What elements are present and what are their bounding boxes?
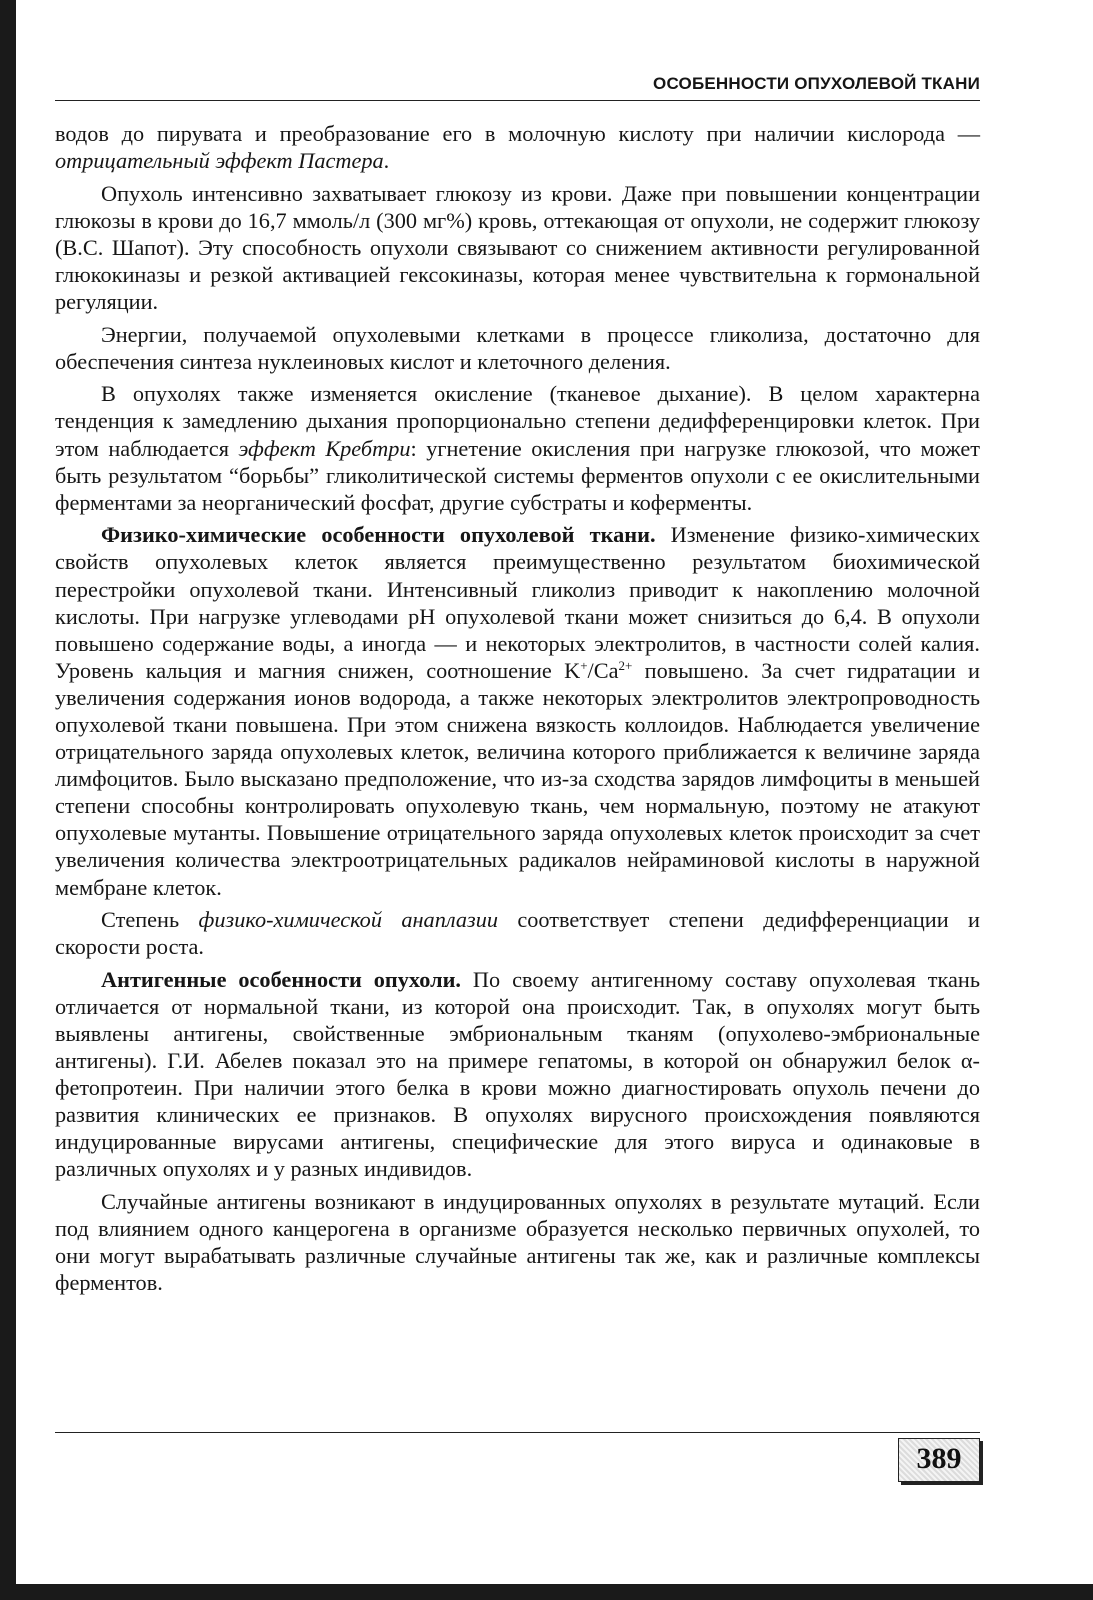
running-header-title: ОСОБЕННОСТИ ОПУХОЛЕВОЙ ТКАНИ: [653, 74, 980, 93]
section-heading-physicochemical: Физико-химические особенности опухолевой ткани.: [101, 522, 656, 548]
body-text: [55, 120, 980, 1302]
superscript: 2+: [618, 657, 633, 673]
footer-rule: [55, 1432, 980, 1433]
paragraph-glycolysis-energy: Энергии, получаемой опухолевыми клетками в процессе гликолиза, достаточно для обеспечения синтеза нуклеиновых кислот и клеточного деления.: [55, 321, 980, 374]
paragraph-glucose-uptake: Опухоль интенсивно захватывает глюкозу из крови. Даже при повышении концентрации глюкозы в крови до 16,7 ммоль/л (300 мг%) кровь, оттекающая от опухоли, не содержит глюкозу (В.С. Шапот). Эту способность опухоли связывают со снижением активности регулированной глюкокиназы и резкой активацией гексокиназы, которая менее чувствительна к гормональной регуляции.: [55, 180, 980, 315]
italic-term: физико-химической анаплазии: [198, 907, 498, 933]
text-run: По своему антигенному составу опухолевая ткань отличается от нормальной ткани, из которой она происходит. Так, в опухолях могут быть выявлены антигены, свойственные эмбриональным тканям (опухолево-эмбриональные антигены). Г.И. Абелев показал это на примере гепатомы, в которой он обнаружил белок α-фетопротеин. При наличии этого белка в крови можно диагностировать опухоль печени до развития клинических ее признаков. В опухолях вирусного происхождения появляются индуцированные вирусами антигены, специфические для этого вируса и одинаковые в различных опухолях и у разных индивидов.: [55, 966, 980, 1182]
text-run: .: [383, 148, 390, 174]
paragraph-anaplasia: [55, 906, 980, 960]
text-run: водов до пирувата и преобразование его в молочную кислоту при наличии кислорода —: [55, 121, 980, 146]
page-number-box: [898, 1438, 980, 1482]
page-number: 389: [916, 1442, 962, 1475]
running-header: [55, 68, 980, 101]
italic-term: отрицательный эффект Пастера: [55, 148, 384, 174]
text-run: Изменение физико-химических свойств опухолевых клеток является преимущественно результатом биохимической перестройки опухолевой ткани. Интенсивный гликолиз приводит к накоплению молочной кислоты. При нагрузке углеводами pH опухолевой ткани может снизиться до 6,4. В опухоли повышено содержание воды, а иногда — и некоторых электролитов, в частности солей калия. Уровень кальция и магния снижен, соотношение K: [55, 522, 980, 683]
paragraph-random-antigens: Случайные антигены возникают в индуцированных опухолях в результате мутаций. Если под влиянием одного канцерогена в организме образуется несколько первичных опухолей, то они могут вырабатывать различные случайные антигены так же, как и различные комплексы ферментов.: [55, 1189, 980, 1296]
paragraph-antigenic-features: [55, 966, 980, 1183]
text-run: соответствует степени дедифференциации и скорости роста.: [55, 907, 980, 960]
text-run: Степень: [101, 907, 199, 933]
scan-edge-left: [0, 0, 16, 1600]
paragraph-pasteur-continuation: [55, 120, 980, 174]
superscript: +: [580, 657, 588, 673]
paragraph-physicochemical-features: [55, 521, 980, 900]
text-run: повышено. За счет гидратации и увеличения содержания ионов водорода, а также некоторых электролитов электропроводность опухолевой ткани повышена. При этом снижена вязкость коллоидов. Наблюдается увеличение отрицательного заряда опухолевых клеток, величина которого приближается к величине заряда лимфоцитов. Было высказано предположение, что из-за сходства зарядов лимфоциты в меньшей степени способны контролировать опухолевую ткань, чем нормальную, поэтому не атакуют опухолевые мутанты. Повышение отрицательного заряда опухолевых клеток происходит за счет увеличения количества электроотрицательных радикалов нейраминовой кислоты в наружной мембране клеток.: [55, 657, 980, 900]
text-run: : угнетение окисления при нагрузке глюкозой, что может быть результатом “борьбы” гликолитической системы ферментов опухоли с ее окислительными ферментами за неорганический фосфат, другие субстраты и коферменты.: [55, 435, 981, 515]
section-heading-antigenic: Антигенные особенности опухоли.: [101, 966, 461, 992]
italic-term: эффект Кребтри: [238, 435, 411, 461]
scan-edge-bottom: [0, 1584, 1093, 1600]
paragraph-crabtree-effect: [55, 380, 980, 515]
text-run: В опухолях также изменяется окисление (тканевое дыхание). В целом характерна тенденция к замедлению дыхания пропорционально степени дедифференцировки клеток. При этом наблюдается: [55, 381, 980, 461]
text-run: /Ca: [587, 657, 619, 683]
